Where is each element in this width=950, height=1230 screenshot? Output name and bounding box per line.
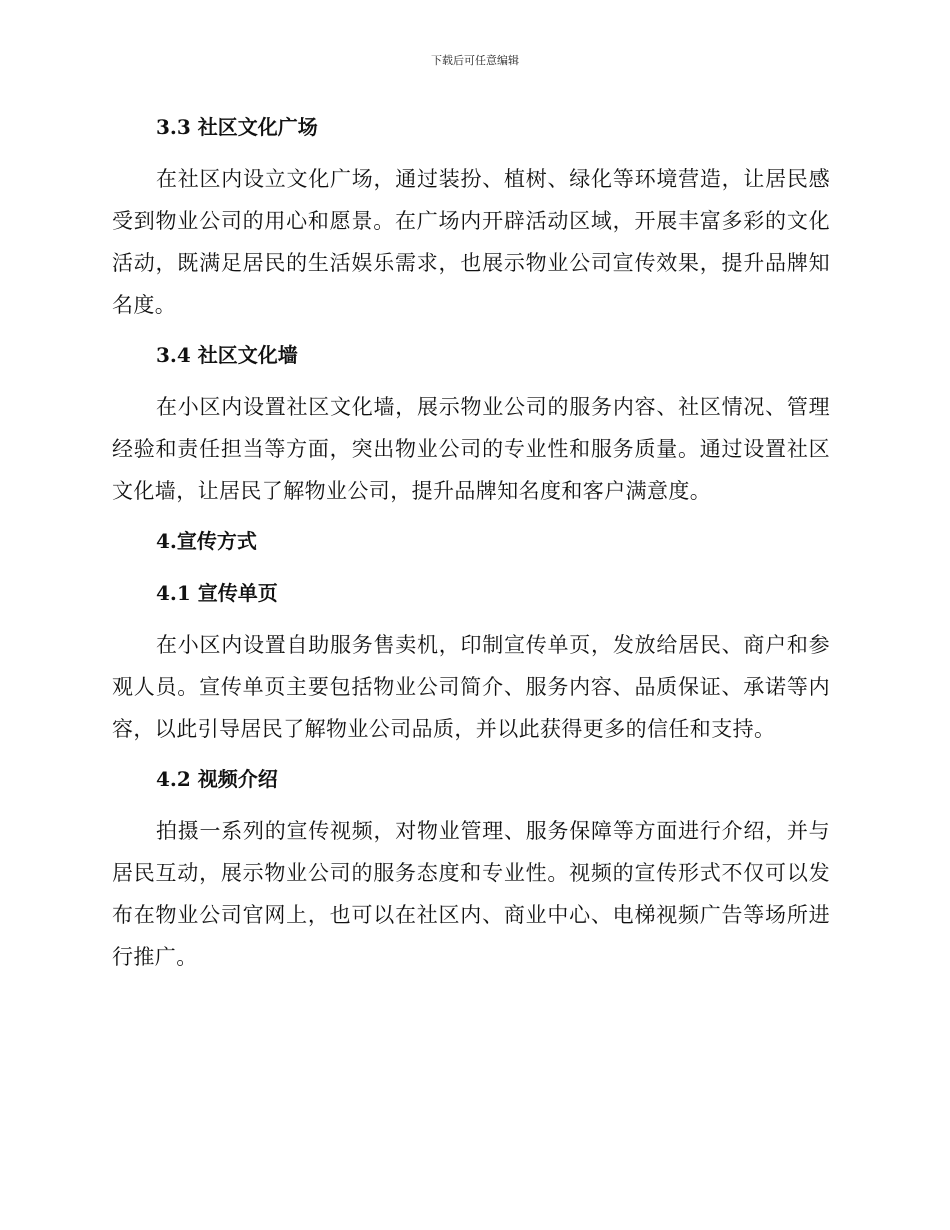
- page-header: 下载后可任意编辑: [431, 54, 519, 67]
- document-body: [112, 112, 830, 978]
- section-paragraph-3-3: 在社区内设立文化广场，通过装扮、植树、绿化等环境营造，让居民感受到物业公司的用心和愿景。在广场内开辟活动区域，开展丰富多彩的文化活动，既满足居民的生活娱乐需求，也展示物业公司宣传效果，提升品牌知名度。: [112, 167, 830, 317]
- section-paragraph-4-1: 在小区内设置自助服务售卖机，印制宣传单页，发放给居民、商户和参观人员。宣传单页主要包括物业公司简介、服务内容、品质保证、承诺等内容，以此引导居民了解物业公司品质，并以此获得更多的信任和支持。: [112, 633, 830, 741]
- section-heading-4-2: 4.2 视频介绍: [156, 767, 278, 791]
- section-paragraph-4-2: 拍摄一系列的宣传视频，对物业管理、服务保障等方面进行介绍，并与居民互动，展示物业公司的服务态度和专业性。视频的宣传形式不仅可以发布在物业公司官网上，也可以在社区内、商业中心、电梯视频广告等场所进行推广。: [112, 819, 830, 969]
- section-paragraph-3-4: 在小区内设置社区文化墙，展示物业公司的服务内容、社区情况、管理经验和责任担当等方面，突出物业公司的专业性和服务质量。通过设置社区文化墙，让居民了解物业公司，提升品牌知名度和客户满意度。: [112, 395, 830, 503]
- section-heading-3-3: 3.3 社区文化广场: [156, 115, 318, 139]
- section-heading-3-4: 3.4 社区文化墙: [156, 343, 298, 367]
- section-heading-4-1: 4.1 宣传单页: [156, 581, 278, 605]
- section-heading-4: 4.宣传方式: [156, 529, 257, 553]
